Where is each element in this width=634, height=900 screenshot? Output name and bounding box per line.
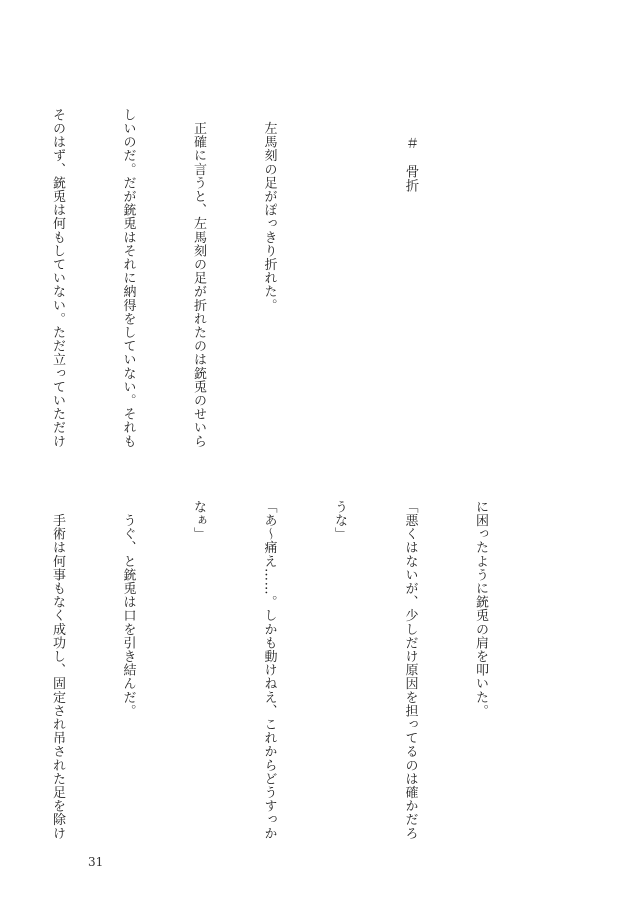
text-column: 左馬刻の足がぽっきり折れた。: [261, 108, 277, 312]
lower-text-block: [0, 500, 539, 845]
page-number: 31: [88, 855, 104, 869]
text-column: そのはず、銃兎は何もしていない。ただ立っていただけ: [50, 108, 65, 448]
text-column: なぁ」: [191, 500, 206, 541]
text-column: しいのだ。だが銃兎はそれに納得をしていない。それも: [120, 108, 136, 448]
text-column: に困ったように銃兎の肩を叩いた。: [473, 500, 488, 718]
text-column: [328, 108, 352, 453]
text-column: [469, 108, 493, 453]
text-column: 「悪くはないが、少しだけ原因を担ってるのは確かだろ: [402, 500, 418, 840]
upper-text-block: [0, 108, 539, 453]
text-column: うぐ、と銃兎は口を引き結んだ。: [120, 500, 136, 718]
text-column: 「あ〜痛え……。しかも動けねえ、これからどうすっか: [261, 500, 277, 840]
text-column: 正確に言うと、左馬刻の足が折れたのは銃兎のせいら: [191, 108, 206, 448]
chapter-title: ＃ 骨折: [402, 108, 419, 193]
text-column: うな」: [332, 500, 347, 541]
text-column: 手術は何事もなく成功し、固定され吊された足を除け: [50, 500, 65, 840]
